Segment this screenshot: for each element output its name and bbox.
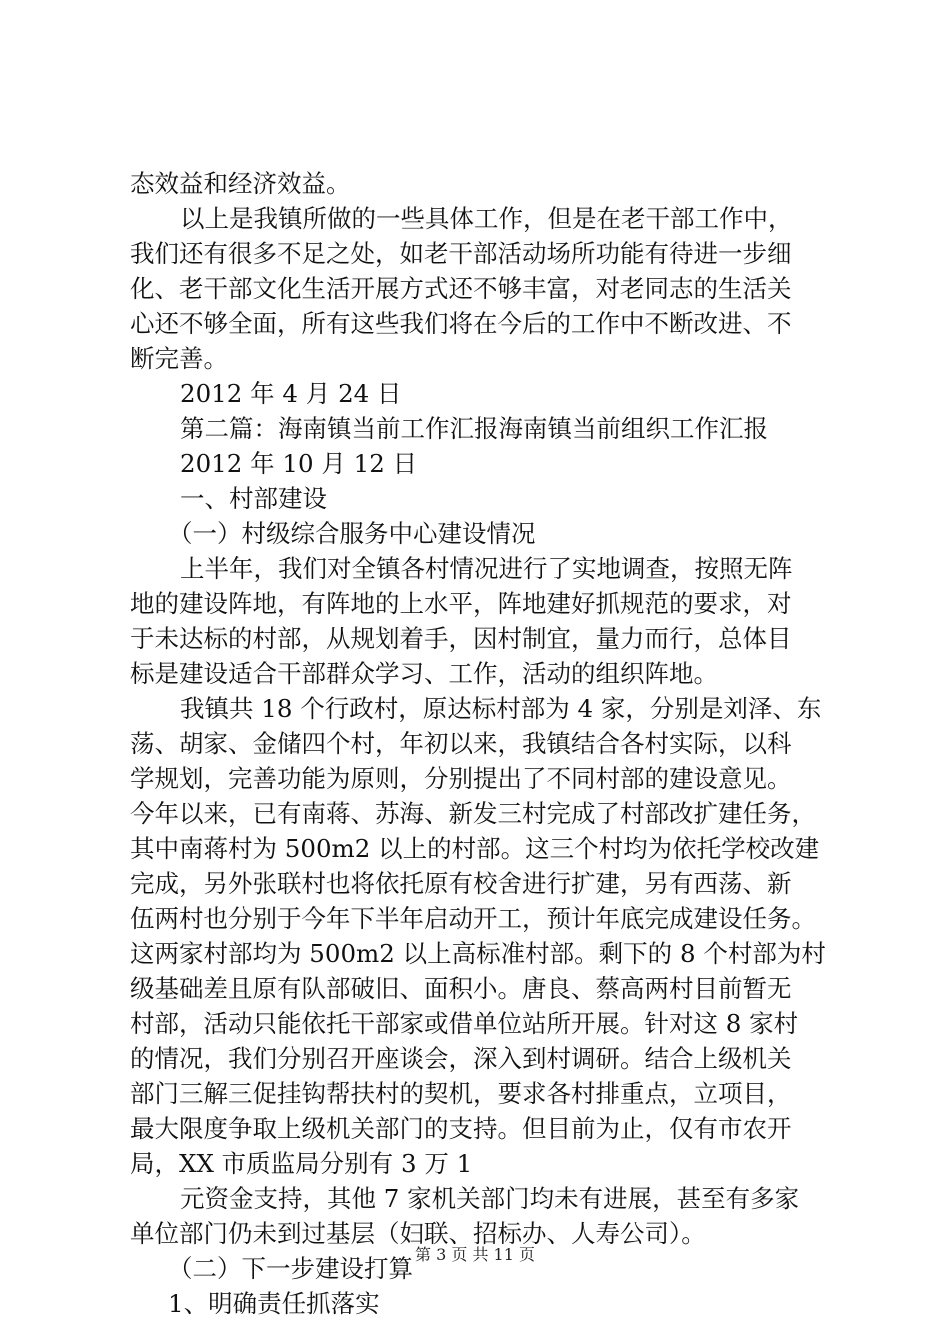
text-line: 荡、胡家、金储四个村，年初以来，我镇结合各村实际，以科	[130, 729, 792, 758]
date-line: 2012 年 10 月 12 日	[180, 449, 418, 478]
text-line: 今年以来，已有南蒋、苏海、新发三村完成了村部改扩建任务，	[130, 799, 816, 828]
text-line: 局，XX 市质监局分别有 3 万 1	[130, 1149, 473, 1178]
text-line: 上半年，我们对全镇各村情况进行了实地调查，按照无阵	[180, 554, 793, 583]
page-footer	[0, 1242, 950, 1265]
text-line: 其中南蒋村为 500m2 以上的村部。这三个村均为依托学校改建	[130, 834, 820, 863]
date-line: 2012 年 4 月 24 日	[180, 379, 402, 408]
text-line: 我们还有很多不足之处，如老干部活动场所功能有待进一步细	[130, 239, 792, 268]
text-line: 完成，另外张联村也将依托原有校舍进行扩建，另有西荡、新	[130, 869, 792, 898]
heading-2: （二）下一步建设打算	[168, 1254, 413, 1283]
text-line: 村部，活动只能依托干部家或借单位站所开展。针对这 8 家村	[130, 1009, 799, 1038]
text-line: 于未达标的村部，从规划着手，因村制宜，量力而行，总体目	[130, 624, 792, 653]
text-line: 化、老干部文化生活开展方式还不够丰富，对老同志的生活关	[130, 274, 792, 303]
text-line: 标是建设适合干部群众学习、工作，活动的组织阵地。	[130, 659, 718, 688]
text-line: 地的建设阵地，有阵地的上水平，阵地建好抓规范的要求，对	[130, 589, 792, 618]
text-line: 我镇共 18 个行政村，原达标村部为 4 家，分别是刘泽、东	[180, 694, 822, 723]
text-line: 伍两村也分别于今年下半年启动开工，预计年底完成建设任务。	[130, 904, 816, 933]
text-line: 级基础差且原有队部破旧、面积小。唐良、蔡高两村目前暂无	[130, 974, 792, 1003]
text-line: 的情况，我们分别召开座谈会，深入到村调研。结合上级机关	[130, 1044, 792, 1073]
heading-1: 一、村部建设	[180, 484, 327, 513]
heading-3: 1、明确责任抓落实	[168, 1289, 380, 1318]
body-text	[130, 166, 830, 1321]
text-line: 单位部门仍未到过基层（妇联、招标办、人寿公司）。	[130, 1219, 706, 1248]
heading-2: （一）村级综合服务中心建设情况	[168, 519, 536, 548]
text-line: 断完善。	[130, 344, 228, 373]
text-line: 这两家村部均为 500m2 以上高标准村部。剩下的 8 个村部为村	[130, 939, 826, 968]
text-line: 部门三解三促挂钩帮扶村的契机，要求各村排重点，立项目，	[130, 1079, 792, 1108]
text-line: 心还不够全面，所有这些我们将在今后的工作中不断改进、不	[130, 309, 792, 338]
text-line: 态效益和经济效益。	[130, 169, 351, 198]
section-title: 第二篇：海南镇当前工作汇报海南镇当前组织工作汇报	[180, 414, 768, 443]
text-line: 元资金支持，其他 7 家机关部门均未有进展，甚至有多家	[180, 1184, 800, 1213]
text-line: 以上是我镇所做的一些具体工作，但是在老干部工作中，	[180, 204, 793, 233]
text-line: 最大限度争取上级机关部门的支持。但目前为止，仅有市农开	[130, 1114, 792, 1143]
text-line: 学规划，完善功能为原则，分别提出了不同村部的建设意见。	[130, 764, 792, 793]
page-number: 第 3 页 共 11 页	[415, 1245, 535, 1264]
